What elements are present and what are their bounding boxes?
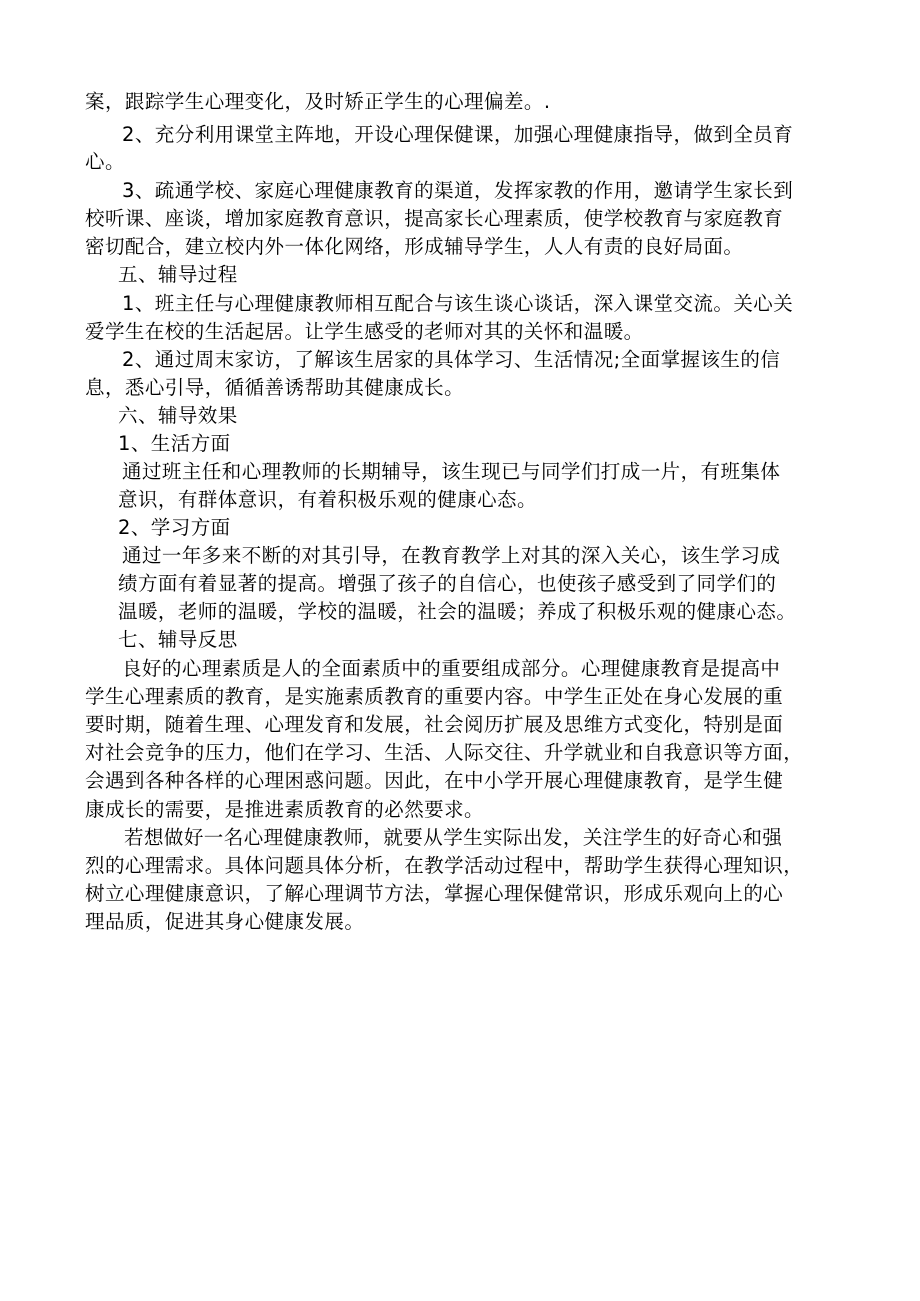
paragraph-line: 良好的心理素质是人的全面素质中的重要组成部分。心理健康教育是提高中	[122, 657, 781, 680]
paragraph-line: 3、疏通学校、家庭心理健康教育的渠道，发挥家教的作用，邀请学生家长到	[122, 179, 794, 202]
paragraph-line: 1、班主任与心理健康教师相互配合与该生谈心谈话，深入课堂交流。关心关	[122, 292, 794, 315]
paragraph-line: 2、充分利用课堂主阵地，开设心理保健课，加强心理健康指导，做到全员育	[122, 123, 794, 146]
paragraph-line: 会遇到各种各样的心理困惑问题。因此，在中小学开展心理健康教育，是学生健	[85, 769, 784, 792]
paragraph-line: 密切配合，建立校内外一体化网络，形成辅导学生，人人有责的良好局面。	[85, 235, 744, 258]
paragraph-line: 案，跟踪学生心理变化，及时矫正学生的心理偏差。.	[85, 90, 551, 113]
paragraph-line: 通过一年多来不断的对其引导，在教育教学上对其的深入关心，该生学习成	[122, 544, 781, 567]
subsection-heading: 2、学习方面	[118, 516, 231, 539]
paragraph-line: 爱学生在校的生活起居。让学生感受的老师对其的关怀和温暖。	[85, 320, 644, 343]
paragraph-line: 息，悉心引导，循循善诱帮助其健康成长。	[85, 376, 465, 399]
paragraph-line: 2、通过周末家访，了解该生居家的具体学习、生活情况;全面掌握该生的信	[122, 348, 781, 371]
paragraph-line: 对社会竞争的压力，他们在学习、生活、人际交往、升学就业和自我意识等方面，	[85, 741, 804, 764]
section-heading: 六、辅导效果	[118, 404, 238, 427]
section-heading: 七、辅导反思	[118, 628, 238, 651]
section-heading: 五、辅导过程	[118, 263, 238, 286]
paragraph-line: 要时期，随着生理、心理发育和发展，社会阅历扩展及思维方式变化，特别是面	[85, 713, 784, 736]
paragraph-line: 烈的心理需求。具体问题具体分析，在教学活动过程中，帮助学生获得心理知识，	[85, 854, 804, 877]
paragraph-line: 意识，有群体意识，有着积极乐观的健康心态。	[118, 488, 537, 511]
paragraph-line: 理品质，促进其身心健康发展。	[85, 910, 365, 933]
paragraph-line: 若想做好一名心理健康教师，就要从学生实际出发，关注学生的好奇心和强	[124, 826, 783, 849]
paragraph-line: 学生心理素质的教育，是实施素质教育的重要内容。中学生正处在身心发展的重	[85, 685, 784, 708]
paragraph-line: 通过班主任和心理教师的长期辅导，该生现已与同学们打成一片，有班集体	[122, 460, 781, 483]
paragraph-line: 校听课、座谈，增加家庭教育意识，提高家长心理素质，使学校教育与家庭教育	[85, 207, 784, 230]
paragraph-line: 康成长的需要，是推进素质教育的必然要求。	[85, 798, 485, 821]
paragraph-line: 温暖，老师的温暖，学校的温暖，社会的温暖；养成了积极乐观的健康心态。	[118, 600, 797, 623]
paragraph-line: 绩方面有着显著的提高。增强了孩子的自信心，也使孩子感受到了同学们的	[118, 572, 777, 595]
paragraph-line: 树立心理健康意识，了解心理调节方法，掌握心理保健常识，形成乐观向上的心	[85, 882, 784, 905]
subsection-heading: 1、生活方面	[118, 432, 231, 455]
paragraph-line: 心。	[85, 150, 125, 173]
